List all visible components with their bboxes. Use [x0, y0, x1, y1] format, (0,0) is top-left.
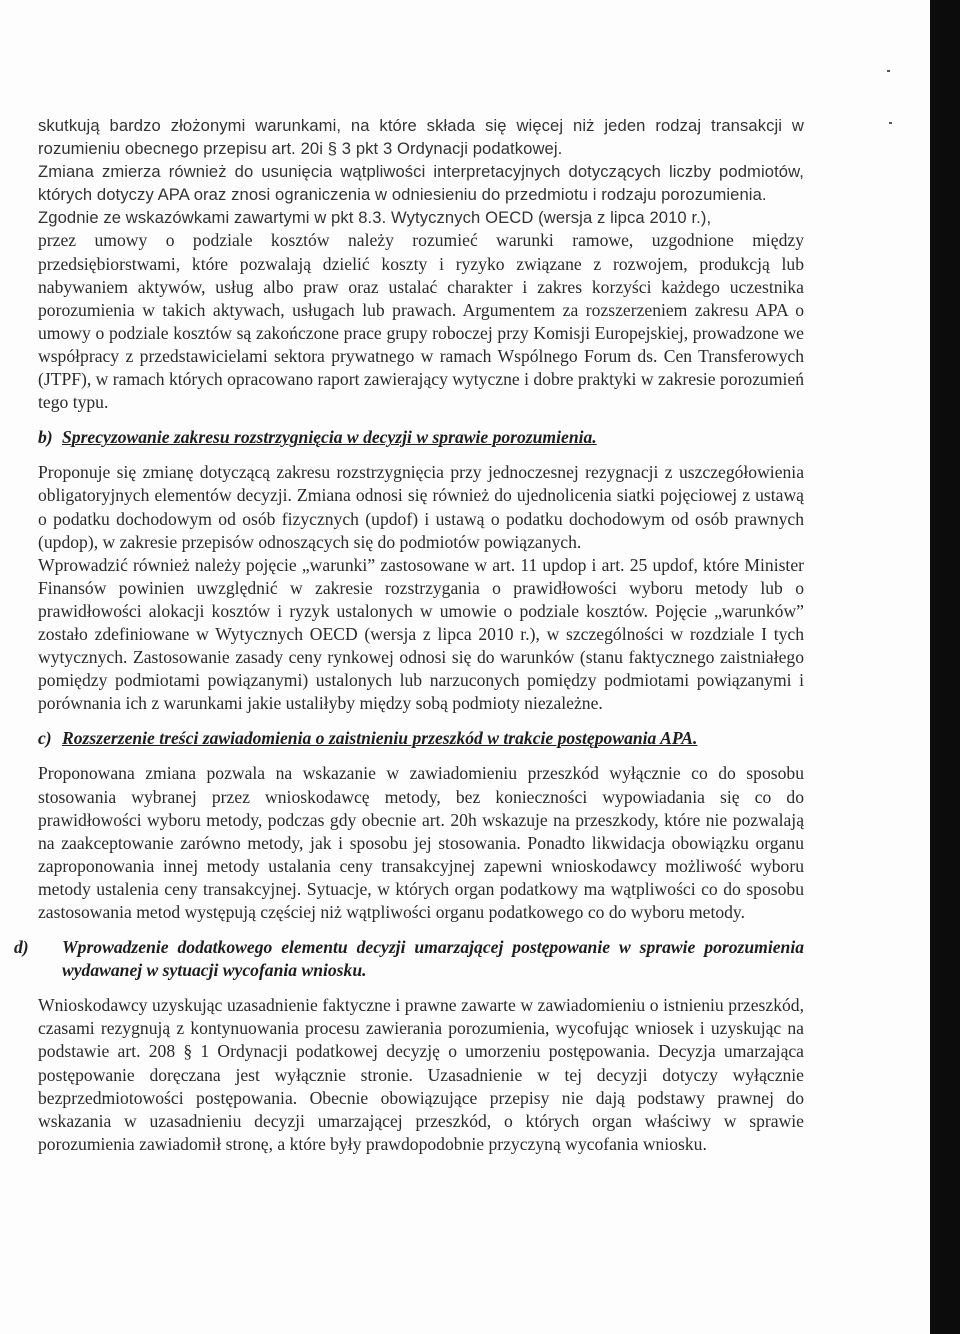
paragraph-decision-scope: Proponuje się zmianę dotyczącą zakresu rozstrzygnięcia przy jednoczesnej rezygnacji z uszczegółowienia obligatoryjnych elementów decyzji. Zmiana odnosi się również do ujednolicenia siatki pojęciowej z ustawą o podatku dochodowym od osób fizycznych (updof) i ustawą o podatku dochodowym od osób prawnych (updop), w zakresie przepisów odnoszących się do podmiotów powiązanych. [38, 462, 804, 552]
scan-border [930, 0, 960, 1334]
document-body [14, 114, 805, 1156]
heading-c-label: c) [38, 728, 52, 749]
heading-d-text: Wprowadzenie dodatkowego elementu decyzji umarzającej postępowanie w sprawie porozumienia wydawanej w sytuacji wycofania wniosku. [62, 937, 804, 981]
paragraph-entities-scope: Zmiana zmierza również do usunięcia wątpliwości interpretacyjnych dotyczących liczby podmiotów, których dotyczy APA oraz znosi ograniczenia w odniesieniu do przedmiotu i rodzaju porozumienia. [38, 162, 804, 205]
scan-speck [889, 122, 892, 124]
paragraph-continuation: skutkują bardzo złożonymi warunkami, na które składa się więcej niż jeden rodzaj transakcji w rozumieniu obecnego przepisu art. 20i § 3 pkt 3 Ordynacji podatkowej. [38, 116, 804, 159]
paragraph-oecd-guidelines-intro: Zgodnie ze wskazówkami zawartymi w pkt 8.3. Wytycznych OECD (wersja z lipca 2010 r.), [38, 208, 712, 228]
heading-d [14, 936, 804, 982]
heading-b-text: Sprecyzowanie zakresu rozstrzygnięcia w decyzji w sprawie porozumienia. [62, 427, 597, 448]
heading-c [38, 727, 804, 750]
heading-d-label: d) [14, 937, 29, 958]
heading-c-text: Rozszerzenie treści zawiadomienia o zaistnieniu przeszkód w trakcie postępowania APA. [62, 728, 698, 749]
scan-speck [887, 70, 890, 72]
paragraph-notification-obstacles: Proponowana zmiana pozwala na wskazanie w zawiadomieniu przeszkód wyłącznie co do sposobu stosowania wybranej przez wnioskodawcę metody, bez konieczności wypowiadania się co do prawidłowości wyboru metody, podczas gdy obecnie art. 20h wskazuje na przeszkody, które nie pozwalają na zaakceptowanie zarówno metody, jak i sposobu jej stosowania. Ponadto likwidacja obowiązku organu zaproponowania innej metody ustalania ceny transakcyjnej zapewni wnioskodawcy możliwość wyboru metody ustalenia ceny transakcyjnej. Sytuacje, w których organ podatkowy ma wątpliwości co do sposobu zastosowania metod występują częściej niż wątpliwości organu podatkowego co do wyboru metody. [38, 763, 804, 922]
heading-b-label: b) [38, 427, 53, 448]
paragraph-conditions-concept: Wprowadzić również należy pojęcie „warunki” zastosowane w art. 11 updop i art. 25 updof, które Minister Finansów powinien uwzględnić w zakresie rozstrzygania o prawidłowości wyboru metody lub o prawidłowości alokacji kosztów i ryzyk ustalonych w umowie o podziale kosztów. Pojęcie „warunków” zostało zdefiniowane w Wytycznych OECD (wersja z lipca 2010 r.), w szczególności w rozdziale I tych wytycznych. Zastosowanie zasady ceny rynkowej odnosi się do warunków (stanu faktycznego zaistniałego pomiędzy podmiotami powiązanymi) ustalonych lub narzuconych pomiędzy podmiotami powiązanymi i porównania ich z warunkami jakie ustaliłyby między sobą podmioty niezależne. [38, 554, 804, 714]
heading-b [38, 426, 804, 449]
paragraph-cost-sharing: przez umowy o podziale kosztów należy rozumieć warunki ramowe, uzgodnione między przedsiębiorstwami, które pozwalają dzielić koszty i ryzyko związane z rozwojem, produkcją lub nabywaniem aktywów, usług albo praw oraz ustalać charakter i zakres korzyści każdego uczestnika porozumienia w takich aktywach, usługach lub prawach. Argumentem za rozszerzeniem zakresu APA o umowy o podziale kosztów są zakończone prace grupy roboczej przy Komisji Europejskiej, prowadzone we współpracy z przedstawicielami sektora prywatnego w ramach Wspólnego Forum ds. Cen Transferowych (JTPF), w ramach których opracowano raport zawierający wytyczne i dobre praktyki w zakresie porozumień tego typu. [38, 230, 805, 413]
paragraph-discontinuance-decision: Wnioskodawcy uzyskując uzasadnienie faktyczne i prawne zawarte w zawiadomieniu o istnieniu przeszkód, czasami rezygnują z kontynuowania procesu zawierania porozumienia, wycofując wniosek i uzyskując na podstawie art. 208 § 1 Ordynacji podatkowej decyzję o umorzeniu postępowania. Decyzja umarzająca postępowanie doręczana jest wyłącznie stronie. Uzasadnienie w tej decyzji dotyczy wyłącznie bezprzedmiotowości postępowania. Obecnie obowiązujące przepisy nie dają podstawy prawnej do wskazania w uzasadnieniu decyzji umarzającej przeszkód, o których organ właściwy w sprawie porozumienia zawiadomił stronę, a które były prawdopodobnie przyczyną wycofania wniosku. [38, 995, 804, 1154]
